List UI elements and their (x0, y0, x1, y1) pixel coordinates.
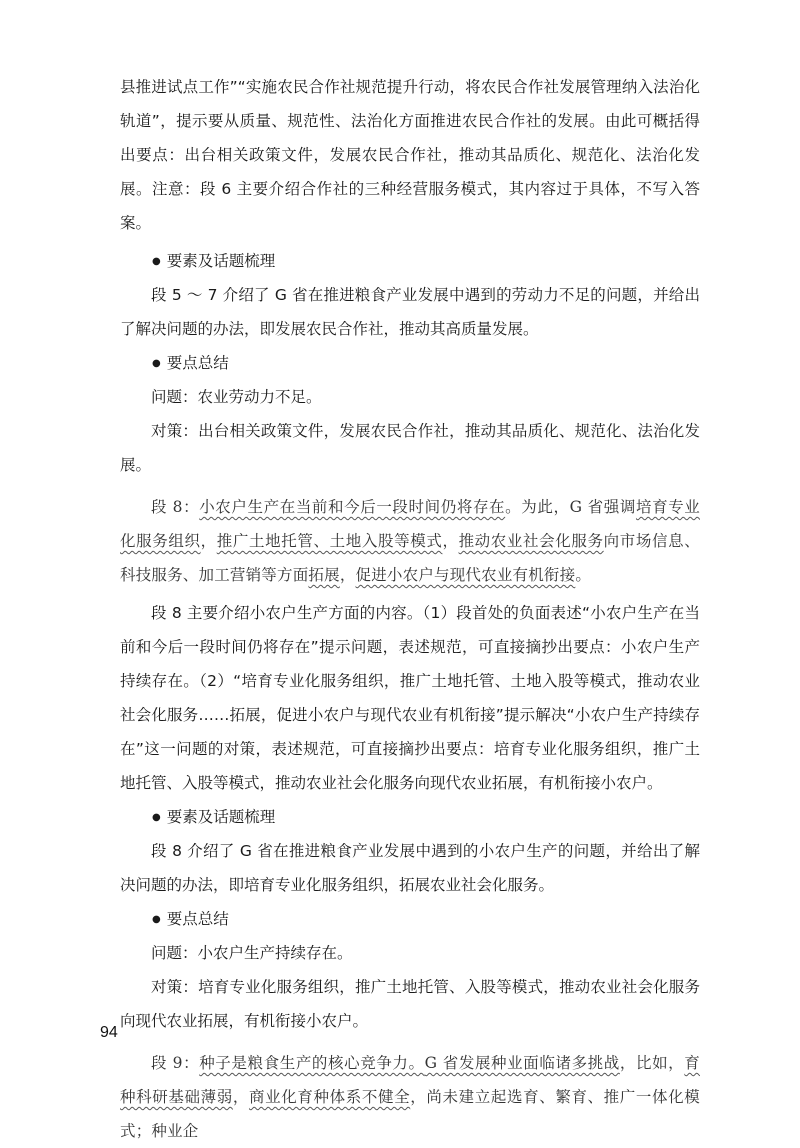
measure-line-1: 对策：出台相关政策文件，发展农民合作社，推动其品质化、规范化、法治化发展。 (120, 422, 700, 474)
bullet-dot-icon: ● (152, 357, 161, 369)
source-quote-8 (120, 490, 700, 592)
section-heading-factors-2 (152, 800, 700, 834)
problem-line-2: 问题：小农户生产持续存在。 (151, 944, 353, 962)
paragraph-factors-2: 段 8 介绍了 G 省在推进粮食产业发展中遇到的小农户生产的问题，并给出了解决问题的办法，即培育专业化服务组织，拓展农业社会化服务。 (120, 842, 700, 894)
quote-8-text: 段 8：小农户生产在当前和今后一段时间仍将存在。为此，G 省强调培育专业化服务组织，推广土地托管、土地入股等模式，推动农业社会化服务向市场信息、科技服务、加工营销等方面拓展，促进小农户与现代农业有机衔接。 (120, 498, 700, 584)
heading-text: 要素及话题梳理 (166, 252, 276, 270)
bullet-dot-icon: ● (152, 255, 161, 267)
bullet-dot-icon: ● (152, 811, 161, 823)
quote-9-text: 段 9：种子是粮食生产的核心竞争力。G 省发展种业面临诸多挑战，比如，育种科研基础薄弱，商业化育种体系不健全，尚未建立起选育、繁育、推广一体化模式；种业企 (120, 1054, 700, 1140)
measure-line-2: 对策：培育专业化服务组织，推广土地托管、入股等模式，推动农业社会化服务向现代农业拓展，有机衔接小农户。 (120, 978, 700, 1030)
page-content (120, 70, 700, 1148)
section-heading-factors-1 (152, 244, 700, 278)
paragraph-analysis-8: 段 8 主要介绍小农户生产方面的内容。（1）段首处的负面表述“小农户生产在当前和今后一段时间仍将存在”提示问题，表述规范，可直接摘抄出要点：小农户生产持续存在。（2）“培育专业化服务组织，推广土地托管、土地入股等模式，推动农业社会化服务……拓展，促进小农户与现代农业有机衔接”提示解决“小农户生产持续存在”这一问题的对策，表述规范，可直接摘抄出要点：培育专业化服务组织，推广土地托管、入股等模式，推动农业社会化服务向现代农业拓展，有机衔接小农户。 (120, 604, 700, 792)
paragraph-top: 县推进试点工作”“实施农民合作社规范提升行动，将农民合作社发展管理纳入法治化轨道”，提示要从质量、规范性、法治化方面推进农民合作社的发展。由此可概括得出要点：出台相关政策文件，发展农民合作社，推动其品质化、规范化、法治化发展。注意：段 6 主要介绍合作社的三种经营服务模式，其内容过于具体，不写入答案。 (120, 78, 700, 232)
bullet-dot-icon: ● (152, 913, 161, 925)
section-heading-summary-1 (152, 346, 700, 380)
problem-line-1: 问题：农业劳动力不足。 (151, 388, 322, 406)
source-quote-9 (120, 1046, 700, 1148)
page-number: 94 (100, 1024, 118, 1041)
section-heading-summary-2 (152, 902, 700, 936)
paragraph-factors-1: 段 5 ～ 7 介绍了 G 省在推进粮食产业发展中遇到的劳动力不足的问题，并给出了解决问题的办法，即发展农民合作社，推动其高质量发展。 (120, 286, 700, 338)
heading-text: 要素及话题梳理 (166, 808, 276, 826)
heading-text: 要点总结 (166, 354, 229, 372)
heading-text: 要点总结 (166, 910, 229, 928)
